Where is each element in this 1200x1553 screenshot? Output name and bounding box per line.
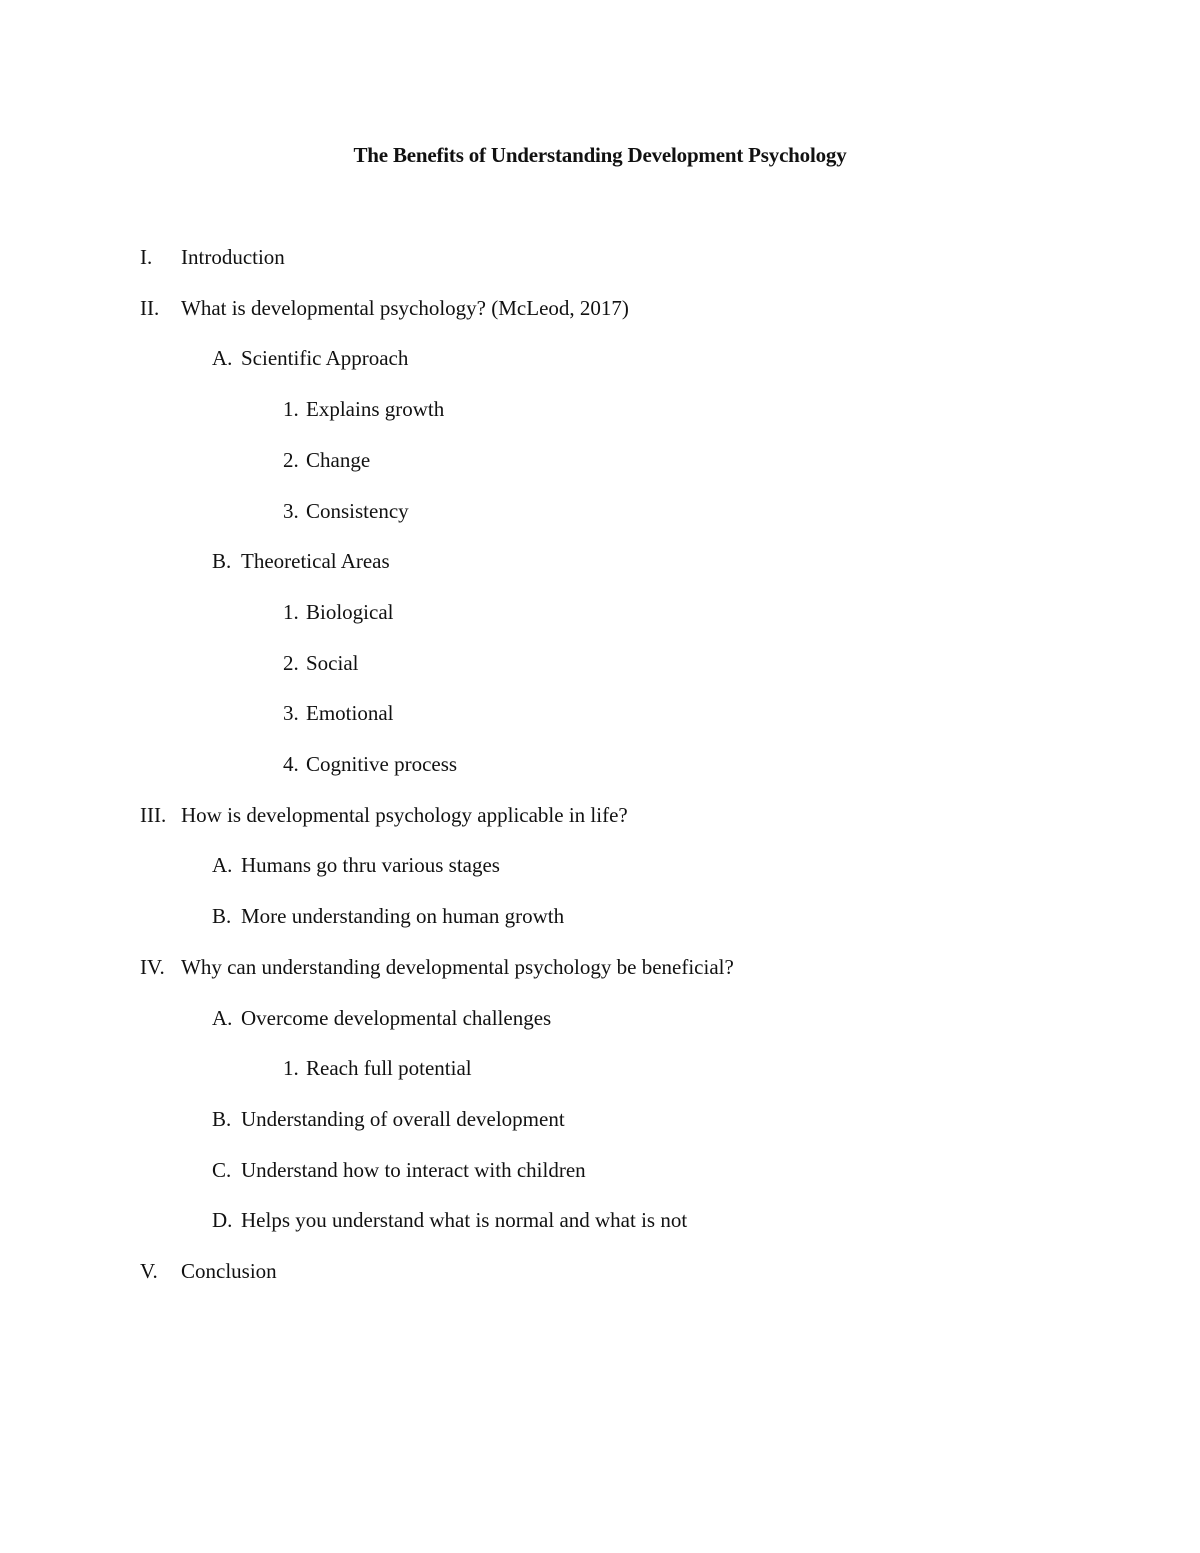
outline-text: Overcome developmental challenges <box>241 1005 552 1030</box>
outline-marker: C. <box>212 1157 232 1182</box>
outline-text: Theoretical Areas <box>241 549 390 574</box>
outline-marker: A. <box>212 853 233 878</box>
outline-text: Change <box>306 447 371 472</box>
outline-text: More understanding on human growth <box>241 904 565 929</box>
outline-text: How is developmental psychology applicable in life? <box>181 802 628 827</box>
outline-marker: 3. <box>283 498 299 523</box>
outline-marker: II. <box>140 295 160 320</box>
outline-marker: 2. <box>283 447 299 472</box>
outline-text: Explains growth <box>306 397 445 422</box>
outline-text: Understand how to interact with children <box>241 1157 586 1182</box>
outline-text: What is developmental psychology? (McLeod, 2017) <box>181 295 629 320</box>
outline-marker: I. <box>140 245 153 269</box>
outline-text: Introduction <box>181 245 285 269</box>
outline-marker: 1. <box>283 1056 299 1081</box>
outline-text: Social <box>306 650 359 675</box>
outline-text: Helps you understand what is normal and what is not <box>241 1208 688 1233</box>
outline-marker: B. <box>212 549 232 574</box>
outline-text: Why can understanding developmental psychology be beneficial? <box>181 954 734 979</box>
outline-text: Cognitive process <box>306 752 458 776</box>
outline-marker: B. <box>212 904 232 929</box>
outline-text: Conclusion <box>181 1259 277 1283</box>
outline-text: Reach full potential <box>306 1056 472 1081</box>
outline-marker: A. <box>212 346 233 371</box>
outline-marker: 1. <box>283 599 299 624</box>
outline-marker: 1. <box>283 397 299 422</box>
outline-marker: D. <box>212 1208 233 1233</box>
outline-text: Humans go thru various stages <box>241 853 500 878</box>
outline-marker: 4. <box>283 752 299 776</box>
outline-text: Biological <box>306 599 394 624</box>
outline-text: Emotional <box>306 701 394 726</box>
outline-marker: B. <box>212 1106 232 1131</box>
outline-text: Understanding of overall development <box>241 1106 565 1131</box>
outline-text: Scientific Approach <box>241 346 409 371</box>
document-title: The Benefits of Understanding Development Psychology <box>353 143 847 167</box>
outline-marker: III. <box>140 802 167 827</box>
outline-marker: IV. <box>140 954 165 979</box>
outline-marker: V. <box>140 1259 158 1283</box>
outline-marker: 2. <box>283 650 299 675</box>
outline-text: Consistency <box>306 498 409 523</box>
outline-marker: 3. <box>283 701 299 726</box>
outline-marker: A. <box>212 1005 233 1030</box>
